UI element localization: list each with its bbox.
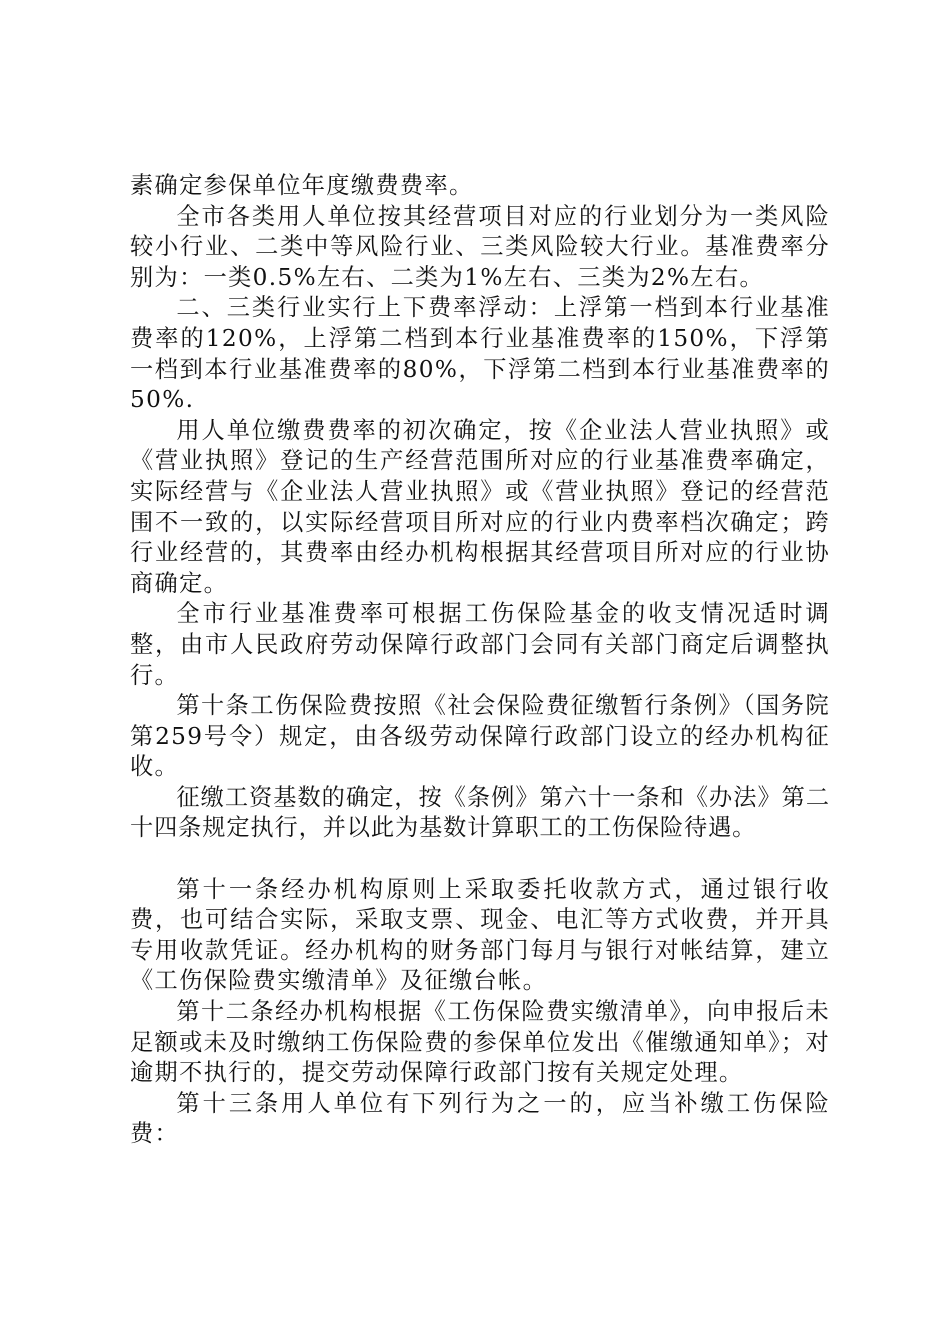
- blank-line: [130, 844, 830, 875]
- document-body: [130, 171, 830, 1150]
- paragraph-rate-floating: 二、三类行业实行上下费率浮动：上浮第一档到本行业基准费率的120%，上浮第二档到本行业基准费率的150%，下浮第一档到本行业基准费率的80%，下浮第二档到本行业基准费率的50%.: [130, 294, 830, 414]
- paragraph-initial-rate: 用人单位缴费费率的初次确定，按《企业法人营业执照》或《营业执照》登记的生产经营范围所对应的行业基准费率确定，实际经营与《企业法人营业执照》或《营业执照》登记的经营范围不一致的，以实际经营项目所对应的行业内费率档次确定；跨行业经营的，其费率由经办机构根据其经营项目所对应的行业协商确定。: [130, 416, 830, 597]
- paragraph-article-10: 第十条工伤保险费按照《社会保险费征缴暂行条例》（国务院第259号令）规定，由各级劳动保障行政部门设立的经办机构征收。: [130, 692, 830, 781]
- paragraph-industry-classification: 全市各类用人单位按其经营项目对应的行业划分为一类风险较小行业、二类中等风险行业、三类风险较大行业。基准费率分别为：一类0.5%左右、二类为1%左右、三类为2%左右。: [130, 202, 830, 291]
- paragraph-article-11: 第十一条经办机构原则上采取委托收款方式，通过银行收费，也可结合实际，采取支票、现金、电汇等方式收费，并开具专用收款凭证。经办机构的财务部门每月与银行对帐结算，建立《工伤保险费实缴清单》及征缴台帐。: [130, 875, 830, 995]
- paragraph-rate-adjustment: 全市行业基准费率可根据工伤保险基金的收支情况适时调整，由市人民政府劳动保障行政部门会同有关部门商定后调整执行。: [130, 600, 830, 689]
- paragraph-continuation: 素确定参保单位年度缴费费率。: [130, 172, 474, 199]
- paragraph-wage-base: 征缴工资基数的确定，按《条例》第六十一条和《办法》第二十四条规定执行，并以此为基数计算职工的工伤保险待遇。: [130, 783, 830, 842]
- paragraph-article-12: 第十二条经办机构根据《工伤保险费实缴清单》，向申报后未足额或未及时缴纳工伤保险费的参保单位发出《催缴通知单》；对逾期不执行的，提交劳动保障行政部门按有关规定处理。: [130, 998, 830, 1087]
- paragraph-article-13: 第十三条用人单位有下列行为之一的，应当补缴工伤保险费：: [130, 1089, 830, 1148]
